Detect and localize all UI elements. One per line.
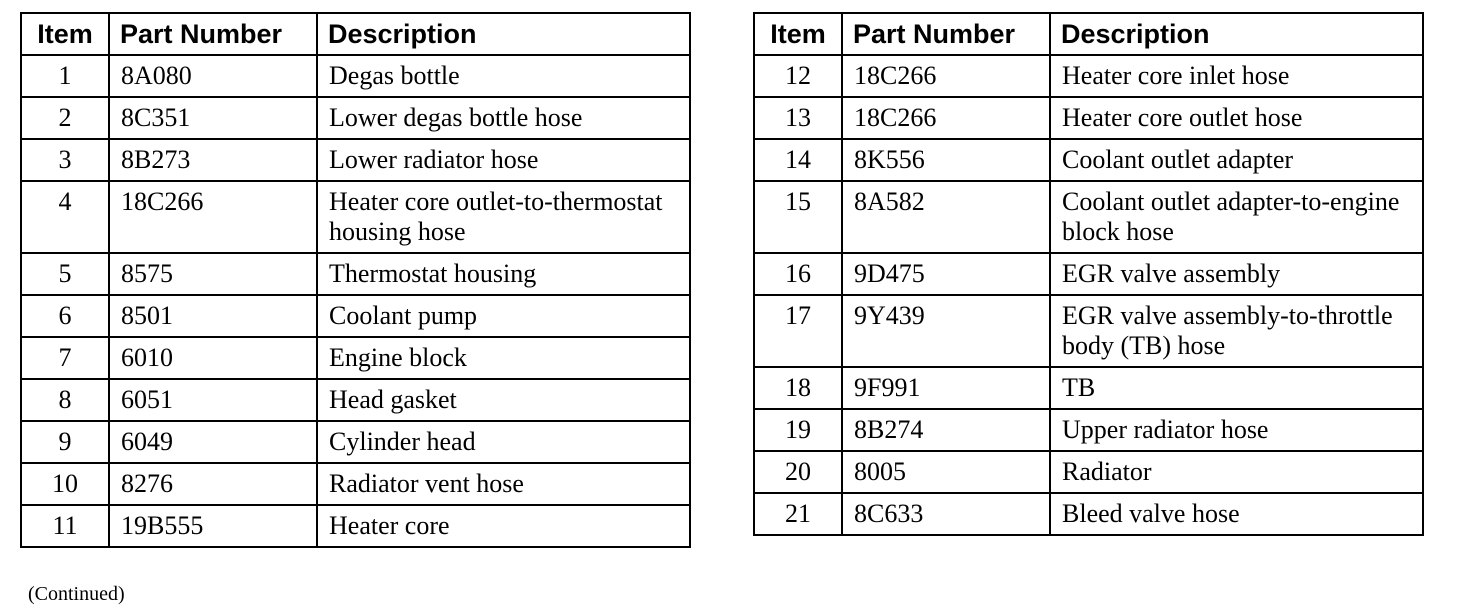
item-cell: 14: [754, 139, 842, 181]
description-cell: Radiator vent hose: [317, 463, 690, 505]
part-number-cell: 8B274: [842, 409, 1050, 451]
item-cell: 17: [754, 295, 842, 367]
table-row: [754, 97, 1423, 139]
continued-note: (Continued): [28, 583, 125, 605]
part-number-cell: 8B273: [109, 139, 317, 181]
item-cell: 6: [21, 295, 109, 337]
table-row: [21, 379, 690, 421]
item-cell: 20: [754, 451, 842, 493]
item-cell: 3: [21, 139, 109, 181]
table-row: [754, 181, 1423, 253]
table-row: [21, 295, 690, 337]
item-cell: 16: [754, 253, 842, 295]
item-cell: 21: [754, 493, 842, 535]
part-number-cell: 6010: [109, 337, 317, 379]
description-cell: Heater core: [317, 505, 690, 547]
description-cell: Bleed valve hose: [1050, 493, 1423, 535]
parts-table-right: [753, 12, 1424, 536]
description-cell: Head gasket: [317, 379, 690, 421]
item-cell: 5: [21, 253, 109, 295]
part-number-cell: 8276: [109, 463, 317, 505]
item-cell: 1: [21, 55, 109, 97]
table-row: [754, 493, 1423, 535]
table-row: [754, 55, 1423, 97]
table-row: [21, 253, 690, 295]
part-number-cell: 19B555: [109, 505, 317, 547]
table-row: [21, 97, 690, 139]
description-cell: Coolant outlet adapter: [1050, 139, 1423, 181]
table-row: [21, 505, 690, 547]
parts-table-left: [20, 12, 691, 548]
table-row: [754, 409, 1423, 451]
description-cell: Lower radiator hose: [317, 139, 690, 181]
table-row: [21, 139, 690, 181]
item-cell: 7: [21, 337, 109, 379]
description-cell: Radiator: [1050, 451, 1423, 493]
header-description: Description: [1050, 13, 1423, 55]
item-cell: 4: [21, 181, 109, 253]
description-cell: Engine block: [317, 337, 690, 379]
part-number-cell: 8501: [109, 295, 317, 337]
description-cell: Degas bottle: [317, 55, 690, 97]
description-cell: EGR valve assembly: [1050, 253, 1423, 295]
part-number-cell: 8575: [109, 253, 317, 295]
description-cell: TB: [1050, 367, 1423, 409]
part-number-cell: 9D475: [842, 253, 1050, 295]
description-cell: EGR valve assembly-to-throttle body (TB) hose: [1050, 295, 1423, 367]
table-row: [21, 181, 690, 253]
description-cell: Lower degas bottle hose: [317, 97, 690, 139]
table-row: [754, 295, 1423, 367]
description-cell: Heater core outlet hose: [1050, 97, 1423, 139]
item-cell: 8: [21, 379, 109, 421]
description-cell: Heater core outlet-to-thermostat housing hose: [317, 181, 690, 253]
item-cell: 18: [754, 367, 842, 409]
part-number-cell: 8005: [842, 451, 1050, 493]
header-item: Item: [21, 13, 109, 55]
table-row: [21, 463, 690, 505]
part-number-cell: 9Y439: [842, 295, 1050, 367]
part-number-cell: 8C633: [842, 493, 1050, 535]
table-row: [21, 421, 690, 463]
table-row: [754, 367, 1423, 409]
table-row: [754, 139, 1423, 181]
item-cell: 11: [21, 505, 109, 547]
part-number-cell: 8C351: [109, 97, 317, 139]
description-cell: Heater core inlet hose: [1050, 55, 1423, 97]
header-description: Description: [317, 13, 690, 55]
part-number-cell: 18C266: [842, 55, 1050, 97]
table-header-row: [21, 13, 690, 55]
item-cell: 19: [754, 409, 842, 451]
item-cell: 10: [21, 463, 109, 505]
item-cell: 15: [754, 181, 842, 253]
item-cell: 13: [754, 97, 842, 139]
part-number-cell: 6049: [109, 421, 317, 463]
part-number-cell: 18C266: [842, 97, 1050, 139]
part-number-cell: 8A080: [109, 55, 317, 97]
table-row: [21, 55, 690, 97]
table-row: [754, 253, 1423, 295]
header-part-number: Part Number: [842, 13, 1050, 55]
item-cell: 12: [754, 55, 842, 97]
description-cell: Coolant pump: [317, 295, 690, 337]
header-item: Item: [754, 13, 842, 55]
part-number-cell: 18C266: [109, 181, 317, 253]
item-cell: 2: [21, 97, 109, 139]
part-number-cell: 8K556: [842, 139, 1050, 181]
table-row: [754, 451, 1423, 493]
description-cell: Thermostat housing: [317, 253, 690, 295]
header-part-number: Part Number: [109, 13, 317, 55]
description-cell: Upper radiator hose: [1050, 409, 1423, 451]
description-cell: Cylinder head: [317, 421, 690, 463]
part-number-cell: 8A582: [842, 181, 1050, 253]
part-number-cell: 6051: [109, 379, 317, 421]
table-row: [21, 337, 690, 379]
description-cell: Coolant outlet adapter-to-engine block hose: [1050, 181, 1423, 253]
item-cell: 9: [21, 421, 109, 463]
part-number-cell: 9F991: [842, 367, 1050, 409]
table-header-row: [754, 13, 1423, 55]
